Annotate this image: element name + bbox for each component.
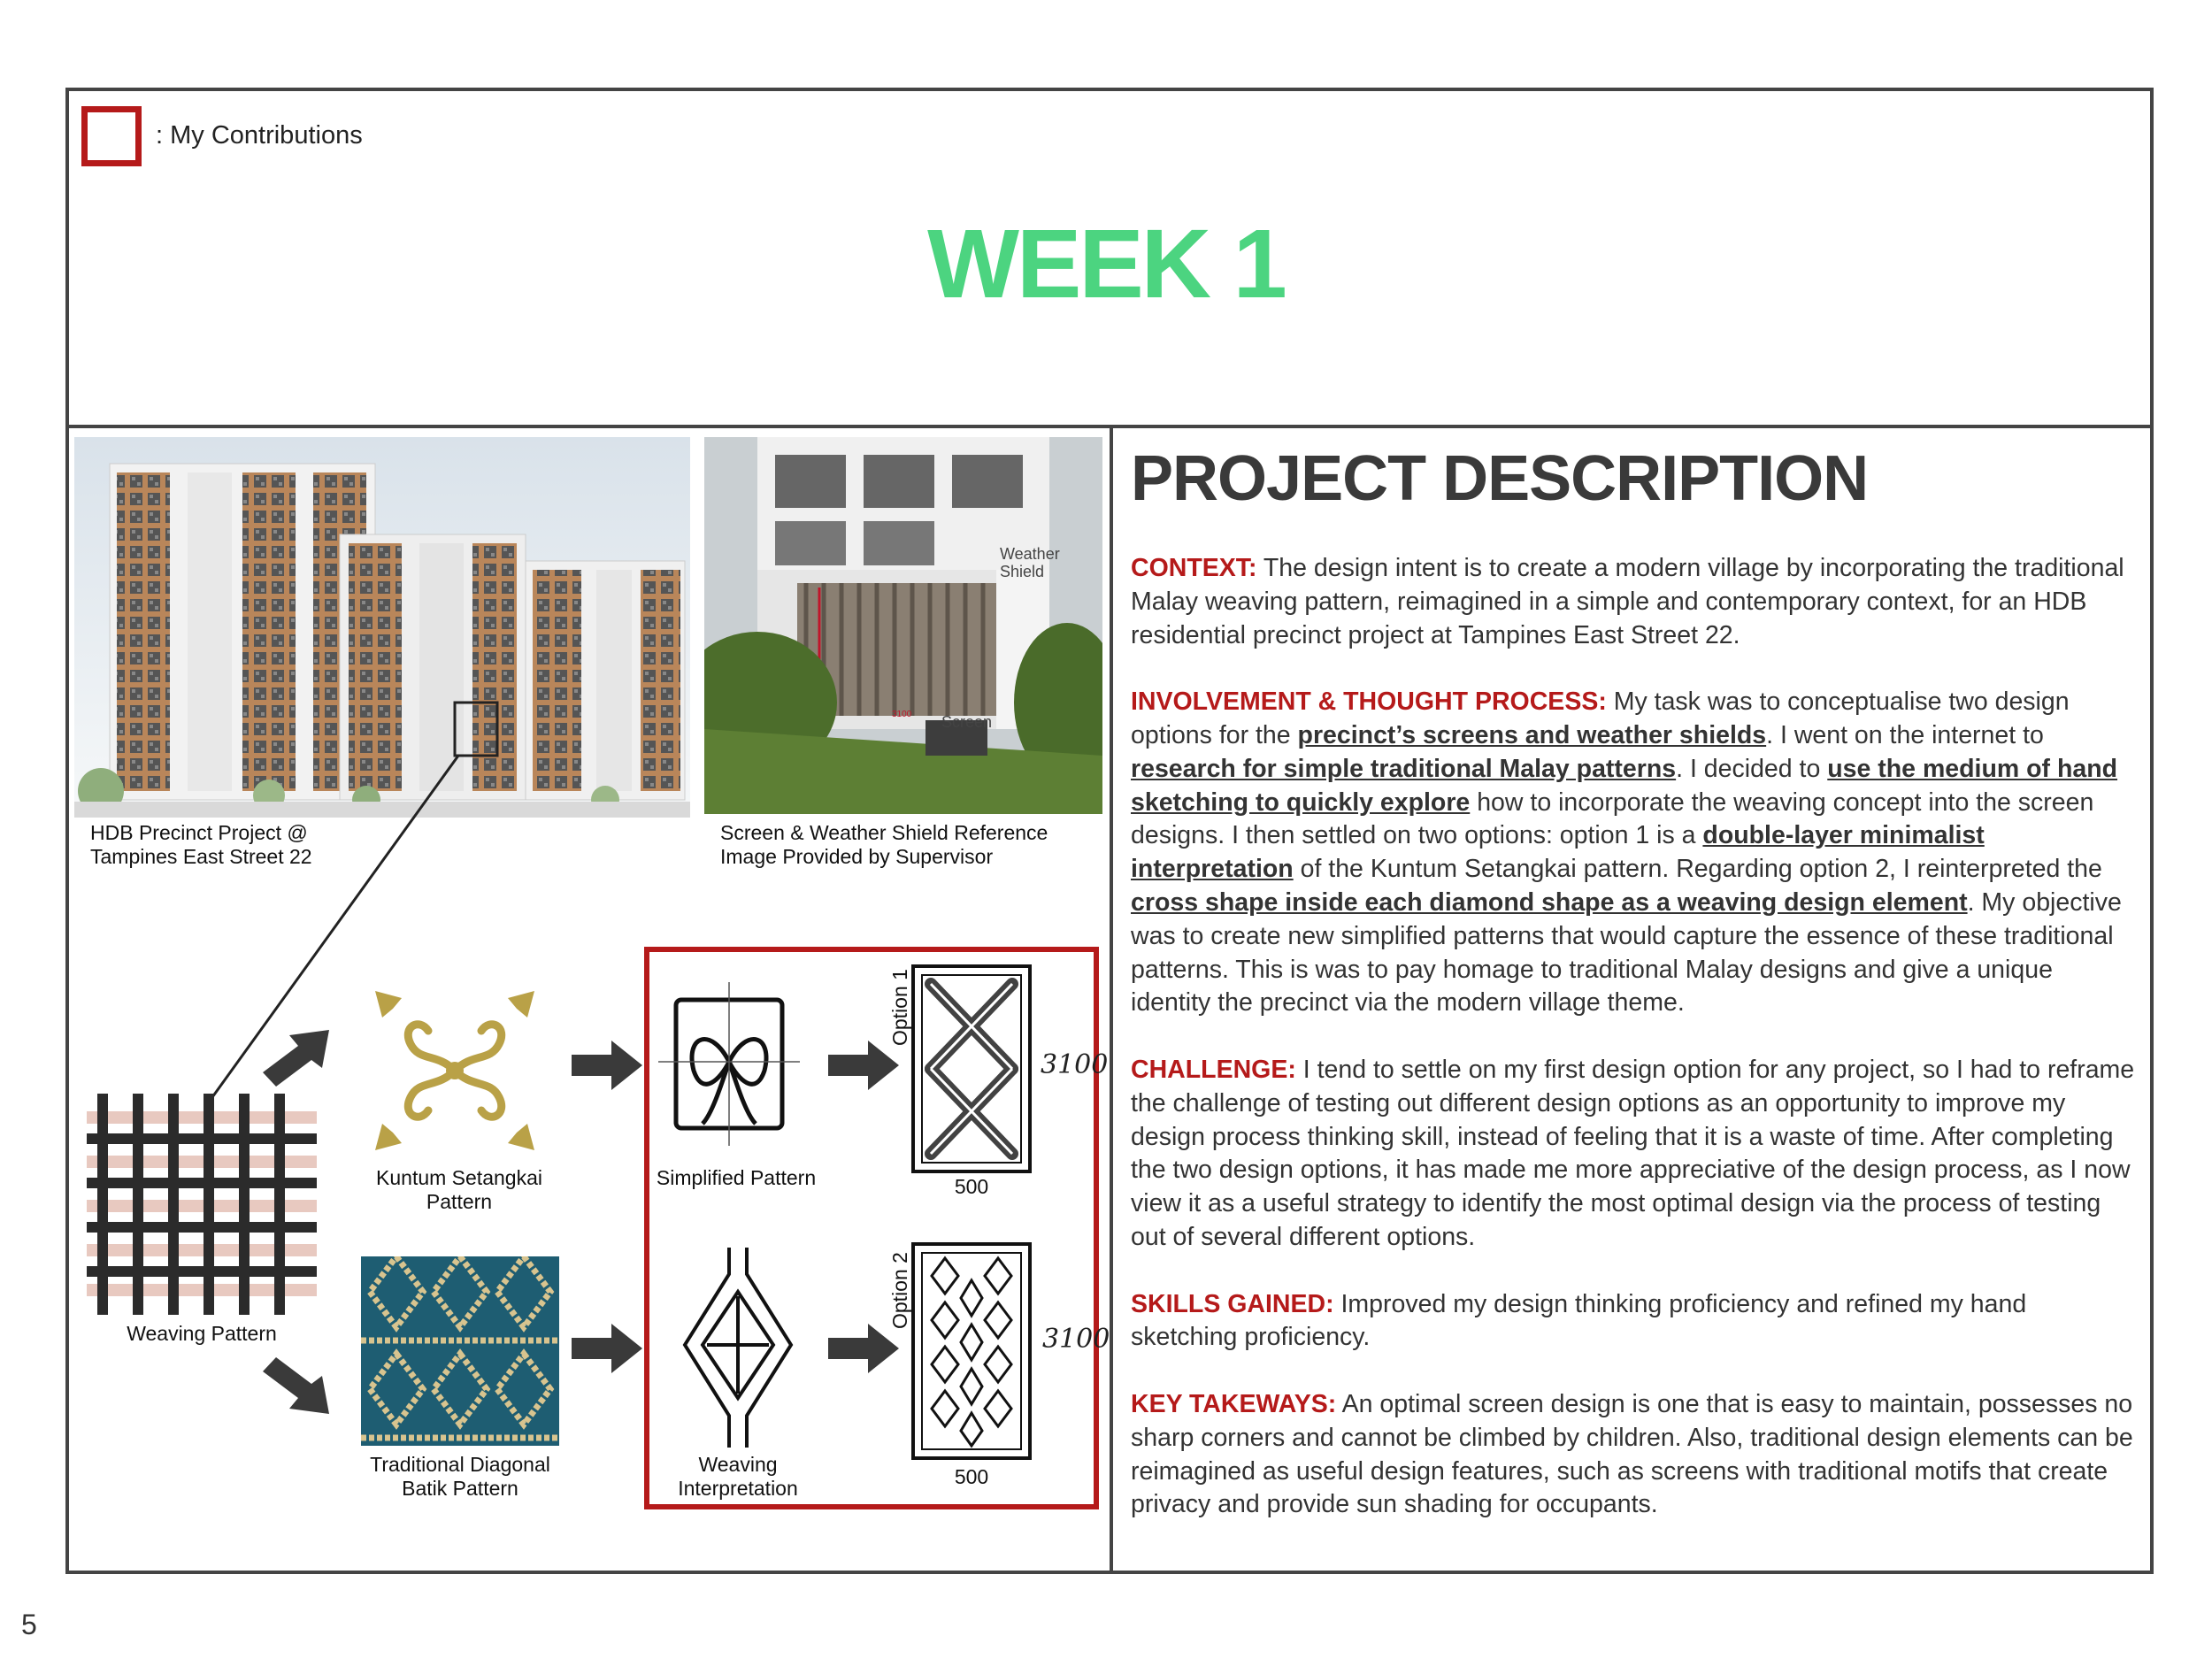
dimension-width-1: 500 <box>954 1175 989 1198</box>
arrow-icon <box>258 1019 338 1090</box>
dimension-width-2: 500 <box>954 1465 989 1488</box>
involvement-text: My task was to conceptualise two design options for the <box>1131 687 2070 749</box>
involvement-label: INVOLVEMENT & THOUGHT PROCESS: <box>1131 687 1607 717</box>
involvement-emphasis: use the medium of hand sketching to quickly explore <box>1131 754 2118 817</box>
label-weather-shield: Weather Shield <box>1000 545 1060 580</box>
involvement-emphasis: research for simple traditional Malay patterns <box>1131 754 1677 783</box>
label-screen: Screen <box>941 713 993 731</box>
takeaways-label: KEY TAKEWAYS: <box>1131 1389 1337 1418</box>
involvement-text: of the Kuntum Setangkai pattern. Regarding option 2, I reinterpreted the <box>1293 855 2102 884</box>
involvement-emphasis: cross shape inside each diamond shape as a weaving design element <box>1131 887 1968 917</box>
challenge-label: CHALLENGE: <box>1131 1055 1296 1084</box>
dimension-height-1: 3100 <box>1041 1049 1109 1080</box>
legend-label: : My Contributions <box>156 121 363 150</box>
challenge-text: I tend to settle on my first design option for any project, so I had to reframe the challenge of testing out different design options as an opportunity to improve my design process thinking skill, instead of feeling that it is a waste of time. After completing the two design options, it has made me more appreciative of the design process, as I now view it as a useful strategy to identify the most optimal design via the process of testing out of several different options. <box>1131 1055 2135 1251</box>
caption-kuntum <box>357 1166 561 1214</box>
simplified-pattern-sketch <box>658 973 800 1150</box>
caption-batik <box>352 1453 568 1501</box>
challenge-paragraph <box>1131 1054 2139 1255</box>
caption-weaving-pattern: Weaving Pattern <box>127 1322 277 1345</box>
batik-pattern-image <box>361 1256 559 1446</box>
context-text: The design intent is to create a modern village by incorporating the traditional Malay weaving pattern, reimagined in a simple and contemporary context, for an HDB residential precinct project at Tampines East Street 22. <box>1131 554 2124 649</box>
takeaways-paragraph <box>1131 1388 2139 1522</box>
weaving-interpretation-sketch <box>667 1248 809 1448</box>
caption-weaving-interpretation <box>649 1453 826 1501</box>
skills-label: SKILLS GAINED: <box>1131 1289 1334 1318</box>
caption-ref-line2: Image Provided by Supervisor <box>720 845 994 868</box>
involvement-paragraph <box>1131 686 2139 1020</box>
skills-paragraph <box>1131 1288 2139 1356</box>
context-label: CONTEXT: <box>1131 554 1257 582</box>
option-1-label: Option 1 <box>888 969 911 1046</box>
option-2-sketch <box>910 1240 1033 1462</box>
involvement-text: . I decided to <box>1676 754 1828 783</box>
week-title: WEEK 1 <box>927 210 1285 319</box>
kuntum-setangkai-motif <box>366 982 543 1159</box>
involvement-text: . I went on the internet to <box>1766 720 2044 749</box>
caption-weaving-int-line2: Interpretation <box>678 1477 798 1500</box>
arrow-icon <box>572 1039 644 1092</box>
arrow-icon <box>258 1354 338 1425</box>
option-1-sketch <box>910 963 1033 1175</box>
involvement-emphasis: precinct’s screens and weather shields <box>1297 720 1767 749</box>
weaving-pattern-graphic <box>87 1094 317 1315</box>
involvement-emphasis: double-layer minimalist interpretation <box>1131 821 1985 884</box>
project-description-title: PROJECT DESCRIPTION <box>1131 443 1869 514</box>
project-description-body <box>1131 552 2139 1555</box>
involvement-text: . My objective was to create new simplified patterns that would capture the essence of these traditional patterns. This is was to pay homage to traditional Malay designs and give a unique identity the precinct via the modern village theme. <box>1131 887 2122 1018</box>
caption-hdb-line2: Tampines East Street 22 <box>90 845 312 868</box>
caption-kuntum-line1: Kuntum Setangkai <box>376 1166 542 1189</box>
caption-kuntum-line2: Pattern <box>426 1190 493 1213</box>
dimension-height-2: 3100 <box>1042 1324 1110 1355</box>
option-2-label: Option 2 <box>888 1252 911 1329</box>
caption-hdb-line1: HDB Precinct Project @ <box>90 821 308 844</box>
involvement-text: how to incorporate the weaving concept into the screen designs. I then settled on two options: option 1 is a <box>1131 787 2094 850</box>
caption-batik-line1: Traditional Diagonal <box>370 1453 550 1476</box>
caption-simplified: Simplified Pattern <box>656 1166 817 1189</box>
caption-weaving-int-line1: Weaving <box>698 1453 778 1476</box>
page-number: 5 <box>21 1609 37 1640</box>
caption-ref-line1: Screen & Weather Shield Reference <box>720 821 1048 844</box>
caption-batik-line2: Batik Pattern <box>402 1477 518 1500</box>
label-photo-dim: 3100 <box>892 710 912 719</box>
arrow-icon <box>572 1322 644 1375</box>
context-paragraph <box>1131 552 2139 652</box>
skills-text: Improved my design thinking proficiency and refined my hand sketching proficiency. <box>1131 1289 2027 1352</box>
takeaways-text: An optimal screen design is one that is easy to maintain, possesses no sharp corners and cannot be climbed by children. Also, traditional design elements can be reimagined as useful design features, such as screens with traditional motifs that create privacy and provide sun shading for occupants. <box>1131 1389 2133 1519</box>
